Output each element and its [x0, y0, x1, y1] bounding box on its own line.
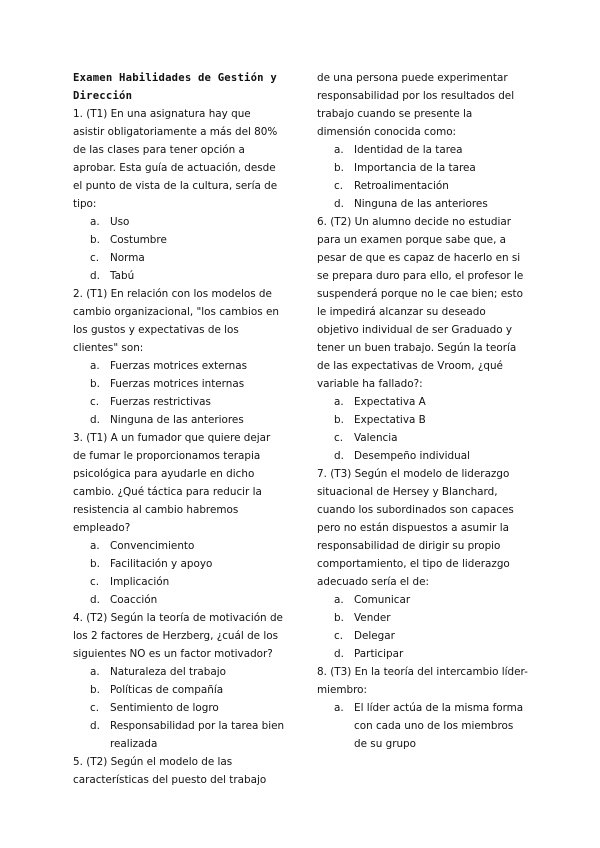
question-block — [317, 465, 529, 663]
option-text: Costumbre — [110, 234, 167, 246]
option-text: Valencia — [354, 432, 398, 444]
question-block — [73, 753, 285, 789]
option-letter: c. — [90, 252, 100, 264]
option-letter: a. — [334, 702, 344, 714]
answer-option — [317, 591, 529, 609]
option-text: Implicación — [110, 576, 170, 588]
question-block — [317, 69, 529, 213]
answer-option — [73, 411, 285, 429]
option-letter: c. — [90, 576, 100, 588]
right-column — [317, 69, 529, 753]
option-list — [317, 699, 529, 753]
answer-option — [317, 699, 529, 753]
option-text: Ninguna de las anteriores — [354, 198, 488, 210]
question-text: 7. (T3) Según el modelo de liderazgo situacional de Hersey y Blanchard, cuando los subordinados son capaces pero no están dispuestos a asumir la responsabilidad de dirigir su propio comportamiento, el tipo de liderazgo adecuado sería el de: — [317, 468, 514, 588]
option-letter: c. — [334, 180, 344, 192]
answer-option — [317, 429, 529, 447]
option-text: Sentimiento de logro — [110, 702, 219, 714]
option-letter: a. — [90, 540, 100, 552]
option-text: Expectativa A — [354, 396, 426, 408]
option-letter: b. — [334, 414, 344, 426]
option-letter: b. — [90, 234, 100, 246]
option-letter: c. — [334, 432, 344, 444]
answer-option — [73, 231, 285, 249]
option-text: Tabú — [110, 270, 135, 282]
answer-option — [73, 681, 285, 699]
option-letter: a. — [90, 216, 100, 228]
answer-option — [317, 411, 529, 429]
option-letter: a. — [334, 396, 344, 408]
option-text: Norma — [110, 252, 145, 264]
option-letter: d. — [90, 414, 100, 426]
answer-option — [73, 699, 285, 717]
option-letter: b. — [90, 684, 100, 696]
answer-option — [317, 393, 529, 411]
option-text: Políticas de compañía — [110, 684, 224, 696]
option-letter: a. — [334, 144, 344, 156]
option-letter: d. — [334, 450, 344, 462]
answer-option — [317, 627, 529, 645]
option-letter: a. — [90, 360, 100, 372]
option-text: Fuerzas motrices externas — [110, 360, 248, 372]
option-letter: d. — [334, 198, 344, 210]
option-text: Vender — [354, 612, 391, 624]
option-text: Uso — [110, 216, 130, 228]
option-letter: d. — [334, 648, 344, 660]
question-text: 5. (T2) Según el modelo de las características del puesto del trabajo — [73, 756, 267, 786]
option-letter: c. — [90, 396, 100, 408]
answer-option — [73, 717, 285, 753]
answer-option — [317, 447, 529, 465]
answer-option — [317, 159, 529, 177]
option-list — [73, 357, 285, 429]
question-block — [73, 609, 285, 753]
question-block — [73, 285, 285, 429]
question-block — [73, 105, 285, 285]
question-text: 6. (T2) Un alumno decide no estudiar para un examen porque sabe que, a pesar de que es capaz de hacerlo en si se prepara duro para ello, el profesor le suspenderá porque no le cae bien; esto le impedirá alcanzar su deseado objetivo individual de ser Graduado y tener un buen trabajo. Según la teoría de las expectativas de Vroom, ¿qué variable ha fallado?: — [317, 216, 524, 390]
option-letter: b. — [90, 558, 100, 570]
option-text: Fuerzas motrices internas — [110, 378, 245, 390]
answer-option — [317, 195, 529, 213]
left-column — [73, 69, 285, 789]
option-letter: d. — [90, 594, 100, 606]
option-text: Importancia de la tarea — [354, 162, 476, 174]
option-text: Expectativa B — [354, 414, 426, 426]
question-text: 4. (T2) Según la teoría de motivación de los 2 factores de Herzberg, ¿cuál de los siguientes NO es un factor motivador? — [73, 612, 283, 660]
option-list — [317, 591, 529, 663]
answer-option — [73, 663, 285, 681]
answer-option — [73, 537, 285, 555]
option-text: Coacción — [110, 594, 158, 606]
answer-option — [317, 645, 529, 663]
answer-option — [73, 249, 285, 267]
answer-option — [73, 375, 285, 393]
option-text: Delegar — [354, 630, 395, 642]
option-text: Retroalimentación — [354, 180, 449, 192]
option-letter: b. — [334, 162, 344, 174]
answer-option — [317, 609, 529, 627]
option-text: Fuerzas restrictivas — [110, 396, 211, 408]
answer-option — [73, 555, 285, 573]
option-text: El líder actúa de la misma forma con cada uno de los miembros de su grupo — [354, 702, 524, 750]
option-text: Participar — [354, 648, 404, 660]
option-text: Convencimiento — [110, 540, 195, 552]
answer-option — [317, 141, 529, 159]
option-letter: c. — [334, 630, 344, 642]
option-list — [73, 537, 285, 609]
option-text: Identidad de la tarea — [354, 144, 463, 156]
answer-option — [73, 393, 285, 411]
option-letter: d. — [90, 270, 100, 282]
answer-option — [317, 177, 529, 195]
right-question-list — [317, 69, 529, 753]
left-question-list — [73, 105, 285, 789]
option-text: Responsabilidad por la tarea bien realizada — [110, 720, 285, 750]
answer-option — [73, 213, 285, 231]
option-letter: c. — [90, 702, 100, 714]
question-block — [73, 429, 285, 609]
answer-option — [73, 267, 285, 285]
option-text: Ninguna de las anteriores — [110, 414, 244, 426]
question-text: 2. (T1) En relación con los modelos de cambio organizacional, "los cambios en los gustos y expectativas de los clientes" son: — [73, 288, 279, 354]
option-list — [317, 141, 529, 213]
option-list — [73, 213, 285, 285]
option-text: Comunicar — [354, 594, 411, 606]
option-letter: d. — [90, 720, 100, 732]
question-text: 8. (T3) En la teoría del intercambio líder-miembro: — [317, 666, 528, 696]
question-text: de una persona puede experimentar responsabilidad por los resultados del trabajo cuando se presente la dimensión conocida como: — [317, 72, 515, 138]
question-block — [317, 663, 529, 753]
option-text: Facilitación y apoyo — [110, 558, 213, 570]
option-text: Naturaleza del trabajo — [110, 666, 226, 678]
question-text: 1. (T1) En una asignatura hay que asistir obligatoriamente a más del 80% de las clases para tener opción a aprobar. Esta guía de actuación, desde el punto de vista de la cultura, sería de tipo: — [73, 108, 278, 210]
answer-option — [73, 357, 285, 375]
answer-option — [73, 573, 285, 591]
option-letter: b. — [334, 612, 344, 624]
option-list — [317, 393, 529, 465]
question-text: 3. (T1) A un fumador que quiere dejar de fumar le proporcionamos terapia psicológica para ayudarle en dicho cambio. ¿Qué táctica para reducir la resistencia al cambio habremos empleado? — [73, 432, 271, 534]
answer-option — [73, 591, 285, 609]
option-letter: a. — [334, 594, 344, 606]
exam-title: Examen Habilidades de Gestión y Dirección — [73, 72, 277, 102]
option-list — [73, 663, 285, 753]
option-letter: b. — [90, 378, 100, 390]
option-letter: a. — [90, 666, 100, 678]
option-text: Desempeño individual — [354, 450, 470, 462]
question-block — [317, 213, 529, 465]
